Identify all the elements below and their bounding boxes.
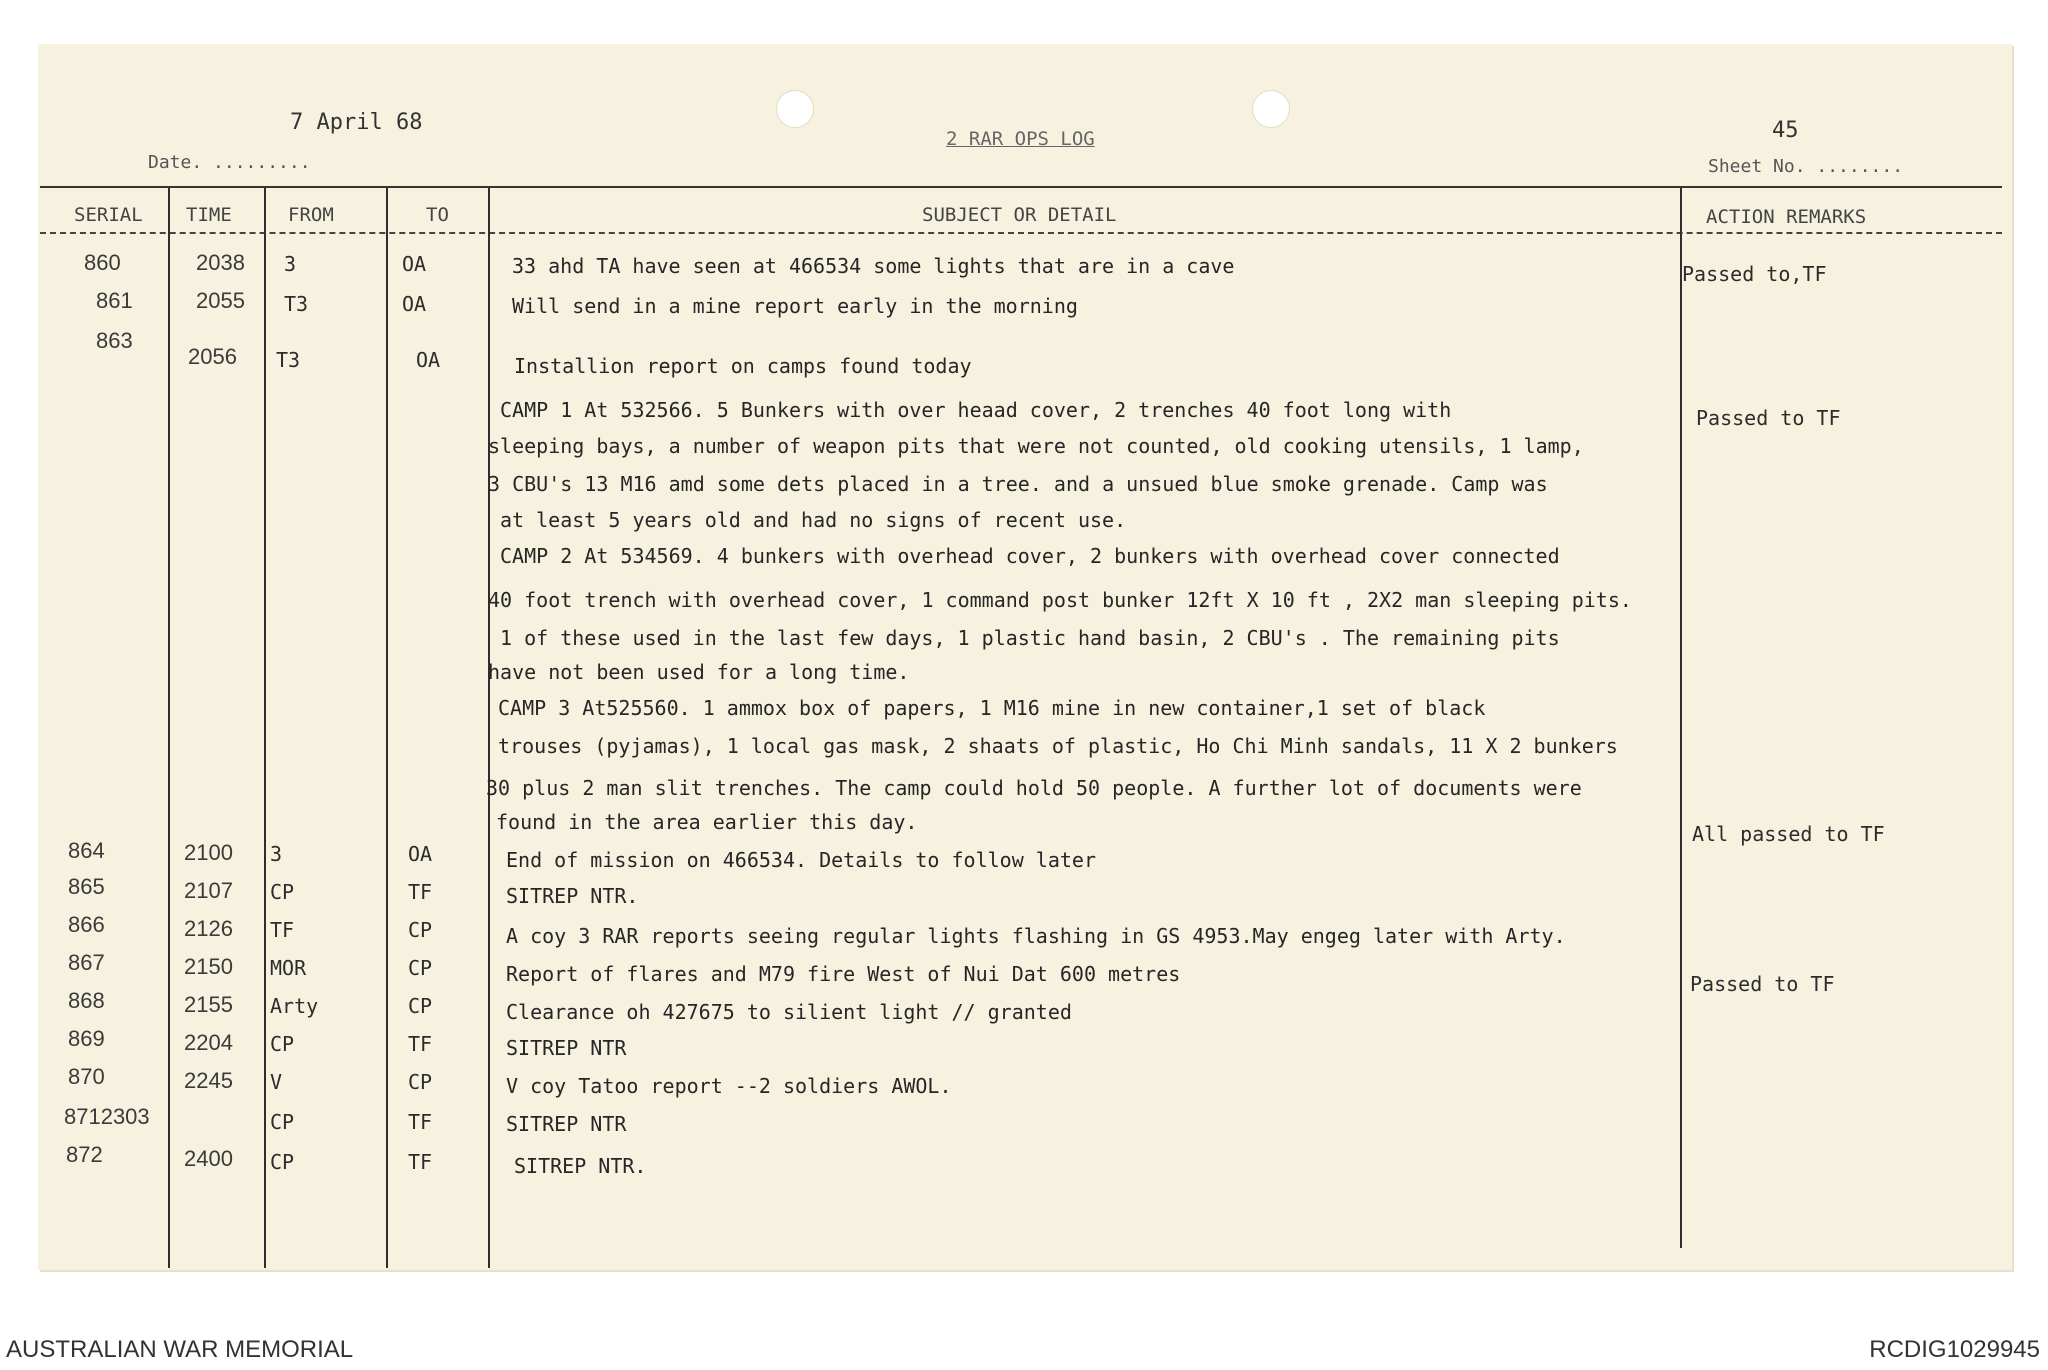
subject-line: 1 of these used in the last few days, 1 plastic hand basin, 2 CBU's . The remaining pits — [500, 626, 1560, 650]
serial-cell: 860 — [84, 250, 121, 275]
date-label: Date. ......... — [148, 152, 311, 173]
subject-line: trouses (pyjamas), 1 local gas mask, 2 shaats of plastic, Ho Chi Minh sandals, 11 X 2 bunkers — [498, 734, 1618, 758]
subject-line: 33 ahd TA have seen at 466534 some lights that are in a cave — [512, 254, 1235, 278]
subject-line: Report of flares and M79 fire West of Nui Dat 600 metres — [506, 962, 1181, 986]
header-bottom-rule — [40, 232, 2002, 234]
sheet-value: 45 — [1772, 118, 1799, 143]
action-remark: Passed to,TF — [1682, 262, 1827, 286]
col-header-serial: SERIAL — [74, 204, 143, 226]
subject-line: SITREP NTR — [506, 1112, 627, 1136]
col-header-from: FROM — [288, 204, 334, 226]
subject-line: CAMP 1 At 532566. 5 Bunkers with over heaad cover, 2 trenches 40 foot long with — [500, 398, 1452, 422]
archive-reference: RCDIG1029945 — [1869, 1336, 2040, 1363]
subject-line: V coy Tatoo report --2 soldiers AWOL. — [506, 1074, 952, 1098]
to-cell: OA — [402, 252, 427, 276]
time-cell: 2056 — [188, 344, 237, 369]
time-cell: 2107 — [184, 878, 233, 903]
serial-cell: 872 — [66, 1142, 103, 1167]
from-cell: T3 — [276, 348, 301, 372]
serial-cell: 863 — [96, 328, 133, 353]
subject-line: Installion report on camps found today — [514, 354, 972, 378]
time-cell: 2400 — [184, 1146, 233, 1171]
subject-line: found in the area earlier this day. — [496, 810, 918, 834]
from-cell: T3 — [284, 292, 309, 316]
serial-cell: 865 — [68, 874, 105, 899]
from-cell: Arty — [270, 994, 319, 1018]
subject-line: Clearance oh 427675 to silient light // granted — [506, 1000, 1072, 1024]
subject-line: Will send in a mine report early in the morning — [512, 294, 1078, 318]
from-cell: CP — [270, 1110, 295, 1134]
time-cell: 2245 — [184, 1068, 233, 1093]
from-cell: V — [270, 1070, 283, 1094]
log-title: 2 RAR OPS LOG — [946, 128, 1095, 150]
time-cell: 2055 — [196, 288, 245, 313]
subject-line: 30 plus 2 man slit trenches. The camp could hold 50 people. A further lot of documents were — [486, 776, 1582, 800]
subject-line: A coy 3 RAR reports seeing regular lights flashing in GS 4953.May engeg later with Arty. — [506, 924, 1566, 948]
date-value: 7 April 68 — [290, 110, 423, 135]
column-divider — [1680, 188, 1682, 1248]
column-divider — [488, 188, 490, 1268]
serial-cell: 868 — [68, 988, 105, 1013]
from-cell: 3 — [270, 842, 283, 866]
time-cell: 2038 — [196, 250, 245, 275]
subject-line: sleeping bays, a number of weapon pits that were not counted, old cooking utensils, 1 lamp, — [488, 434, 1584, 458]
to-cell: CP — [408, 1070, 433, 1094]
subject-line: CAMP 2 At 534569. 4 bunkers with overhead cover, 2 bunkers with overhead cover connected — [500, 544, 1560, 568]
to-cell: OA — [402, 292, 427, 316]
time-cell: 2204 — [184, 1030, 233, 1055]
to-cell: TF — [408, 1150, 433, 1174]
serial-cell: 869 — [68, 1026, 105, 1051]
to-cell: TF — [408, 1110, 433, 1134]
time-cell: 2100 — [184, 840, 233, 865]
punch-hole — [1252, 90, 1290, 128]
time-cell: 2150 — [184, 954, 233, 979]
serial-cell: 861 — [96, 288, 133, 313]
subject-line: SITREP NTR. — [506, 884, 639, 908]
to-cell: OA — [416, 348, 441, 372]
subject-line: SITREP NTR. — [514, 1154, 647, 1178]
subject-line: 40 foot trench with overhead cover, 1 command post bunker 12ft X 10 ft , 2X2 man sleeping pits. — [488, 588, 1632, 612]
to-cell: OA — [408, 842, 433, 866]
subject-line: 3 CBU's 13 M16 amd some dets placed in a tree. and a unsued blue smoke grenade. Camp was — [488, 472, 1548, 496]
action-remark: All passed to TF — [1692, 822, 1885, 846]
from-cell: CP — [270, 1150, 295, 1174]
to-cell: CP — [408, 956, 433, 980]
serial-cell: 864 — [68, 838, 105, 863]
col-header-subject: SUBJECT OR DETAIL — [922, 204, 1117, 226]
to-cell: TF — [408, 1032, 433, 1056]
col-header-time: TIME — [186, 204, 232, 226]
subject-line: at least 5 years old and had no signs of recent use. — [500, 508, 1127, 532]
col-header-to: TO — [426, 204, 449, 226]
column-divider — [168, 188, 170, 1268]
subject-line: SITREP NTR — [506, 1036, 627, 1060]
col-header-remarks: ACTION REMARKS — [1706, 206, 1867, 228]
serial-cell: 8712303 — [64, 1104, 150, 1129]
from-cell: CP — [270, 1032, 295, 1056]
punch-hole — [776, 90, 814, 128]
serial-cell: 870 — [68, 1064, 105, 1089]
from-cell: TF — [270, 918, 295, 942]
serial-cell: 866 — [68, 912, 105, 937]
to-cell: CP — [408, 918, 433, 942]
from-cell: CP — [270, 880, 295, 904]
archive-credit: AUSTRALIAN WAR MEMORIAL — [6, 1336, 354, 1363]
action-remark: Passed to TF — [1696, 406, 1841, 430]
sheet-label: Sheet No. ........ — [1708, 156, 1904, 177]
subject-line: have not been used for a long time. — [488, 660, 910, 684]
to-cell: TF — [408, 880, 433, 904]
serial-cell: 867 — [68, 950, 105, 975]
column-divider — [264, 188, 266, 1268]
header-top-rule — [40, 186, 2002, 188]
from-cell: MOR — [270, 956, 307, 980]
action-remark: Passed to TF — [1690, 972, 1835, 996]
column-divider — [386, 188, 388, 1268]
time-cell: 2155 — [184, 992, 233, 1017]
time-cell: 2126 — [184, 916, 233, 941]
subject-line: End of mission on 466534. Details to follow later — [506, 848, 1097, 872]
subject-line: CAMP 3 At525560. 1 ammox box of papers, 1 M16 mine in new container,1 set of black — [498, 696, 1486, 720]
from-cell: 3 — [284, 252, 297, 276]
to-cell: CP — [408, 994, 433, 1018]
